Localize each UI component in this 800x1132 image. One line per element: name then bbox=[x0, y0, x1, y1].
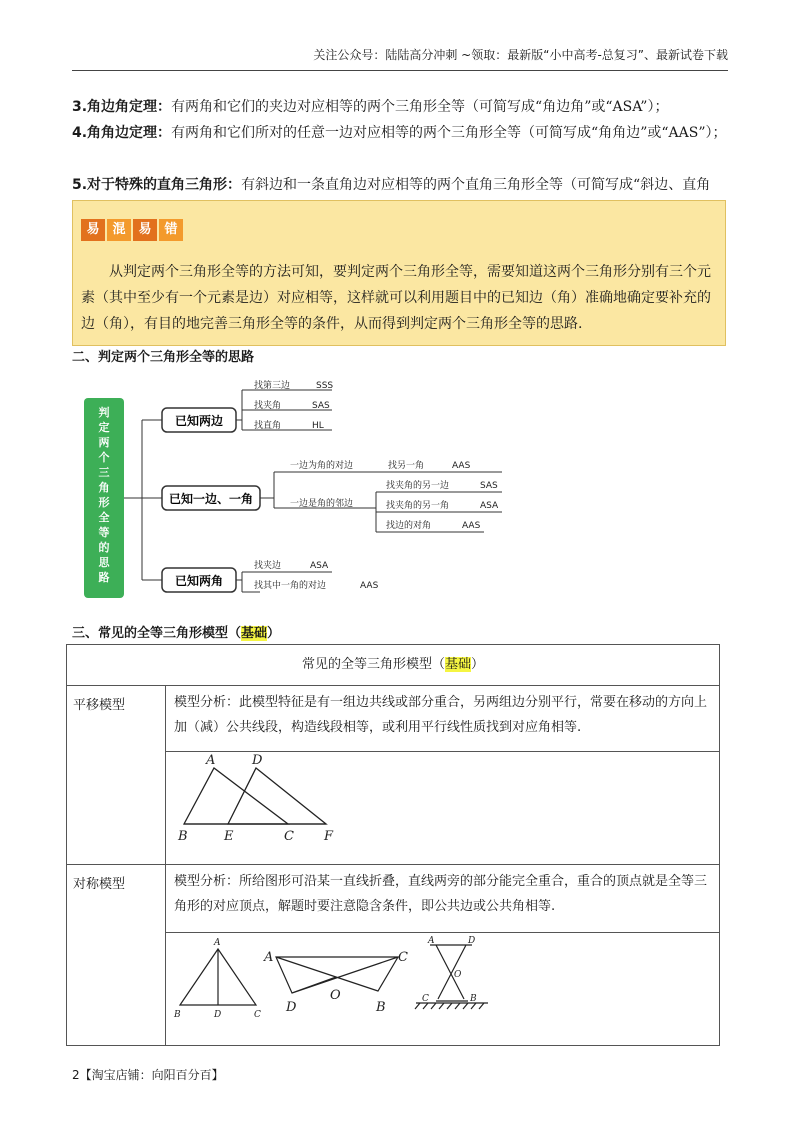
mistake-callout bbox=[72, 200, 726, 346]
root-char: 两 bbox=[98, 436, 110, 449]
point-label: D bbox=[286, 999, 297, 1015]
judgement-tree bbox=[84, 380, 524, 600]
point-label: A bbox=[264, 949, 274, 965]
root-char: 个 bbox=[98, 451, 110, 464]
leaf-method: 找直角 bbox=[254, 421, 282, 431]
point-label: F bbox=[324, 828, 334, 844]
badge-char: 易 bbox=[81, 219, 105, 241]
leaf-rule: ASA bbox=[310, 561, 329, 571]
point-label: C bbox=[254, 1009, 261, 1020]
root-char: 的 bbox=[98, 541, 110, 554]
point-label: D bbox=[214, 1009, 222, 1020]
translation-figure-cell bbox=[166, 751, 720, 864]
leaf-rule: SAS bbox=[480, 481, 498, 491]
root-char: 定 bbox=[98, 421, 110, 434]
point-label: D bbox=[252, 752, 263, 768]
sub-branch-label: 一边是角的邻边 bbox=[290, 499, 354, 509]
callout-text: 从判定两个三角形全等的方法可知，要判定两个三角形全等，需要知道这两个三角形分别有三个元素（其中至少有一个元素是边）对应相等，这样就可以利用题目中的已知边（角）准确地确定要补充的边（角），有目的地完善三角形全等的条件，从而得到判定两个三角形全等的思路. bbox=[81, 264, 711, 332]
point-label: C bbox=[398, 949, 408, 965]
table-caption bbox=[67, 645, 720, 686]
leaf-method: 找第三边 bbox=[254, 381, 291, 391]
caption-highlight: 基础 bbox=[444, 657, 471, 672]
point-label: C bbox=[284, 828, 294, 844]
caption-text: 常见的全等三角形模型（ bbox=[301, 657, 445, 672]
theorem-text: 有斜边和一条直角边对应相等的两个直角三角形全等（可简写成“斜边、直角 bbox=[241, 177, 711, 193]
point-label: B bbox=[376, 999, 386, 1015]
root-char: 路 bbox=[98, 571, 110, 584]
leaf-method: 找夹角的另一边 bbox=[386, 481, 450, 491]
root-char: 等 bbox=[98, 526, 110, 539]
leaf-method: 找夹角的另一角 bbox=[386, 501, 450, 511]
header-divider bbox=[72, 70, 728, 71]
root-char: 角 bbox=[98, 481, 110, 494]
leaf-method: 找其中一角的对边 bbox=[254, 581, 327, 591]
badge-char: 易 bbox=[133, 219, 157, 241]
tree-connector bbox=[124, 420, 162, 580]
section-3-heading bbox=[72, 622, 280, 641]
hourglass-figure bbox=[430, 945, 472, 1001]
sub-branch-label: 一边为角的对边 bbox=[290, 461, 354, 471]
section-2-heading: 二、判定两个三角形全等的思路 bbox=[72, 350, 255, 365]
root-char: 三 bbox=[98, 466, 110, 479]
theorem-text: 有两角和它们所对的任意一边对应相等的两个三角形全等（可简写成“角角边”或“AAS”）； bbox=[171, 125, 727, 141]
heading-text: 三、常见的全等三角形模型（ bbox=[72, 626, 242, 641]
point-label: D bbox=[468, 935, 476, 946]
badge-char: 混 bbox=[107, 219, 131, 241]
symmetry-figures bbox=[170, 933, 510, 1033]
branch-label: 已知两角 bbox=[174, 574, 224, 588]
mistake-badge bbox=[81, 219, 183, 241]
theorem-title: 4.角角边定理： bbox=[72, 125, 172, 141]
leaf-rule: AAS bbox=[452, 461, 471, 471]
symmetry-figure-cell bbox=[166, 932, 720, 1045]
translation-figure bbox=[172, 752, 372, 852]
point-label: O bbox=[330, 987, 341, 1003]
theorem-title: 3.角边角定理： bbox=[72, 99, 172, 115]
caption-text: ） bbox=[471, 657, 485, 672]
leaf-rule: AAS bbox=[462, 521, 481, 531]
point-label: B bbox=[470, 993, 477, 1004]
isosceles-figure bbox=[180, 949, 256, 1005]
badge-char: 错 bbox=[159, 219, 183, 241]
leaf-method: 找边的对角 bbox=[386, 521, 432, 531]
page-footer: 2【淘宝店铺：向阳百分百】 bbox=[72, 1068, 224, 1082]
row-text: 模型分析：所给图形可沿某一直线折叠，直线两旁的部分能完全重合，重合的顶点就是全等三角形的对应顶点，解题时要注意隐含条件，即公共边或公共角相等. bbox=[166, 865, 720, 933]
leaf-rule: ASA bbox=[480, 501, 499, 511]
row-text: 模型分析：此模型特征是有一组边共线或部分重合，另两组边分别平行，常要在移动的方向上加（减）公共线段，构造线段相等，或利用平行线性质找到对应角相等. bbox=[166, 686, 720, 752]
point-label: B bbox=[174, 1009, 181, 1020]
theorem-title: 5.对于特殊的直角三角形： bbox=[72, 177, 242, 193]
theorem-text: 有两角和它们的夹边对应相等的两个三角形全等（可简写成“角边角”或“ASA”）； bbox=[171, 99, 669, 115]
root-char: 全 bbox=[98, 511, 110, 524]
row-label: 平移模型 bbox=[67, 686, 166, 865]
theorem-aas bbox=[72, 118, 732, 148]
point-label: A bbox=[428, 935, 435, 946]
leaf-rule: SSS bbox=[316, 381, 334, 391]
root-char: 形 bbox=[98, 496, 110, 509]
root-char: 思 bbox=[98, 556, 110, 569]
point-label: B bbox=[178, 828, 188, 844]
root-char: 判 bbox=[98, 406, 110, 419]
leaf-rule: SAS bbox=[312, 401, 330, 411]
point-label: A bbox=[214, 937, 221, 948]
triangle-abc bbox=[184, 768, 288, 824]
point-label: C bbox=[422, 993, 429, 1004]
congruence-models-table bbox=[66, 644, 720, 1046]
heading-highlight: 基础 bbox=[241, 626, 268, 641]
point-label: A bbox=[206, 752, 216, 768]
leaf-rule: AAS bbox=[360, 581, 379, 591]
branch-label: 已知两边 bbox=[174, 414, 224, 428]
leaf-method: 找夹边 bbox=[254, 561, 282, 571]
leaf-rule: HL bbox=[312, 421, 324, 431]
page-header: 关注公众号：陆陆高分冲刺 ~领取：最新版“小中高考-总复习”、最新试卷下载 bbox=[313, 48, 728, 62]
branch-label: 已知一边、一角 bbox=[168, 492, 254, 506]
point-label: E bbox=[224, 828, 234, 844]
leaf-method: 找另一角 bbox=[388, 461, 425, 471]
row-label: 对称模型 bbox=[67, 865, 166, 1046]
theorem-hl bbox=[72, 170, 732, 200]
point-label: O bbox=[454, 969, 462, 980]
leaf-method: 找夹角 bbox=[254, 401, 282, 411]
heading-text: ） bbox=[267, 626, 281, 641]
